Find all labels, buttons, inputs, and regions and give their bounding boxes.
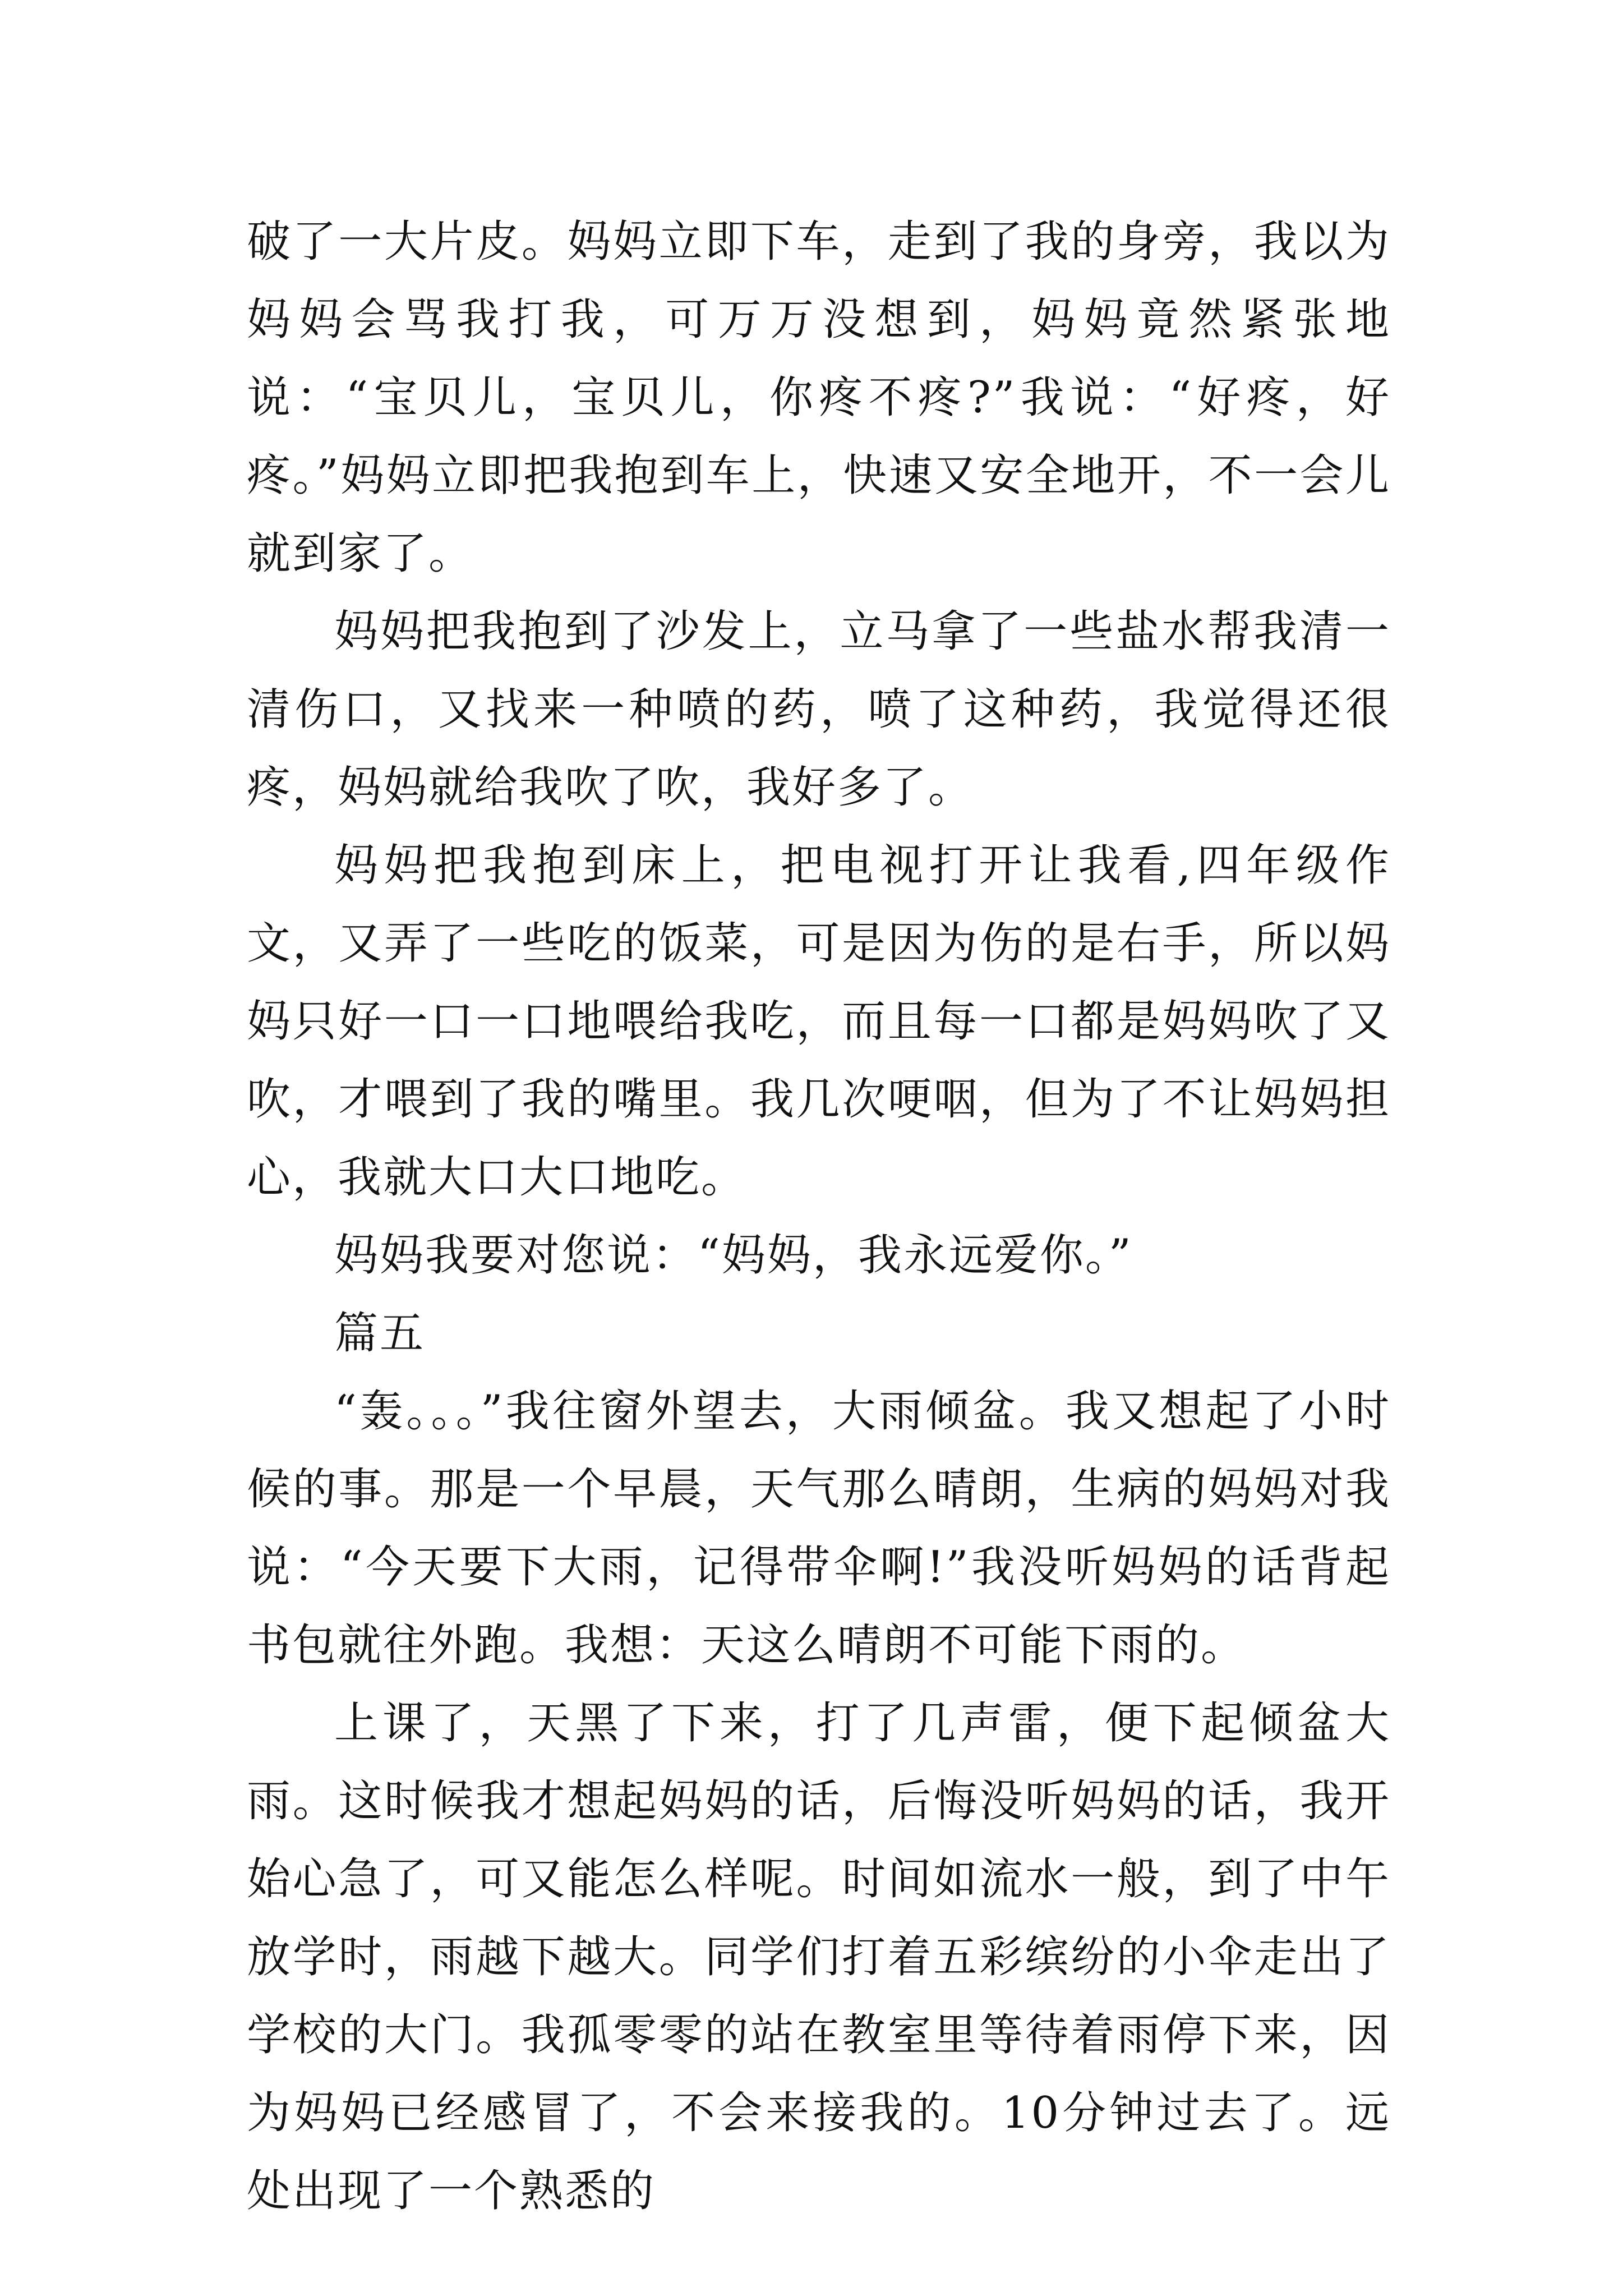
paragraph: 妈妈把我抱到了沙发上，立马拿了一些盐水帮我清一清伤口，又找来一种喷的药，喷了这种药，我觉得还很疼，妈妈就给我吹了吹，我好多了。: [247, 606, 1391, 813]
paragraph: 上课了，天黑了下来，打了几声雷，便下起倾盆大雨。这时候我才想起妈妈的话，后悔没听妈妈的话，我开始心急了，可又能怎么样呢。时间如流水一般，到了中午放学时，雨越下越大。同学们打着五彩缤纷的小伞走出了学校的大门。我孤零零的站在教室里等待着雨停下来，因为妈妈已经感冒了，不会来接我的。10分钟过去了。远处出现了一个熟悉的: [247, 1698, 1391, 2216]
paragraph: “轰。。。”我往窗外望去，大雨倾盆。我又想起了小时候的事。那是一个早晨，天气那么晴朗，生病的妈妈对我说：“今天要下大雨，记得带伞啊!”我没听妈妈的话背起书包就往外跑。我想：天这么晴朗不可能下雨的。: [247, 1386, 1391, 1671]
body-text: [247, 203, 1391, 2230]
paragraph-continued: 破了一大片皮。妈妈立即下车，走到了我的身旁，我以为妈妈会骂我打我，可万万没想到，妈妈竟然紧张地说：“宝贝儿，宝贝儿，你疼不疼?”我说：“好疼，好疼。”妈妈立即把我抱到车上，快速又安全地开，不一会儿就到家了。: [247, 217, 1391, 579]
section-heading: 篇五: [334, 1308, 426, 1359]
paragraph: 妈妈把我抱到床上，把电视打开让我看,四年级作文，又弄了一些吃的饭菜，可是因为伤的是右手，所以妈妈只好一口一口地喂给我吃，而且每一口都是妈妈吹了又吹，才喂到了我的嘴里。我几次哽咽，但为了不让妈妈担心，我就大口大口地吃。: [247, 840, 1391, 1203]
paragraph: 妈妈我要对您说：“妈妈，我永远爱你。”: [334, 1230, 1133, 1281]
